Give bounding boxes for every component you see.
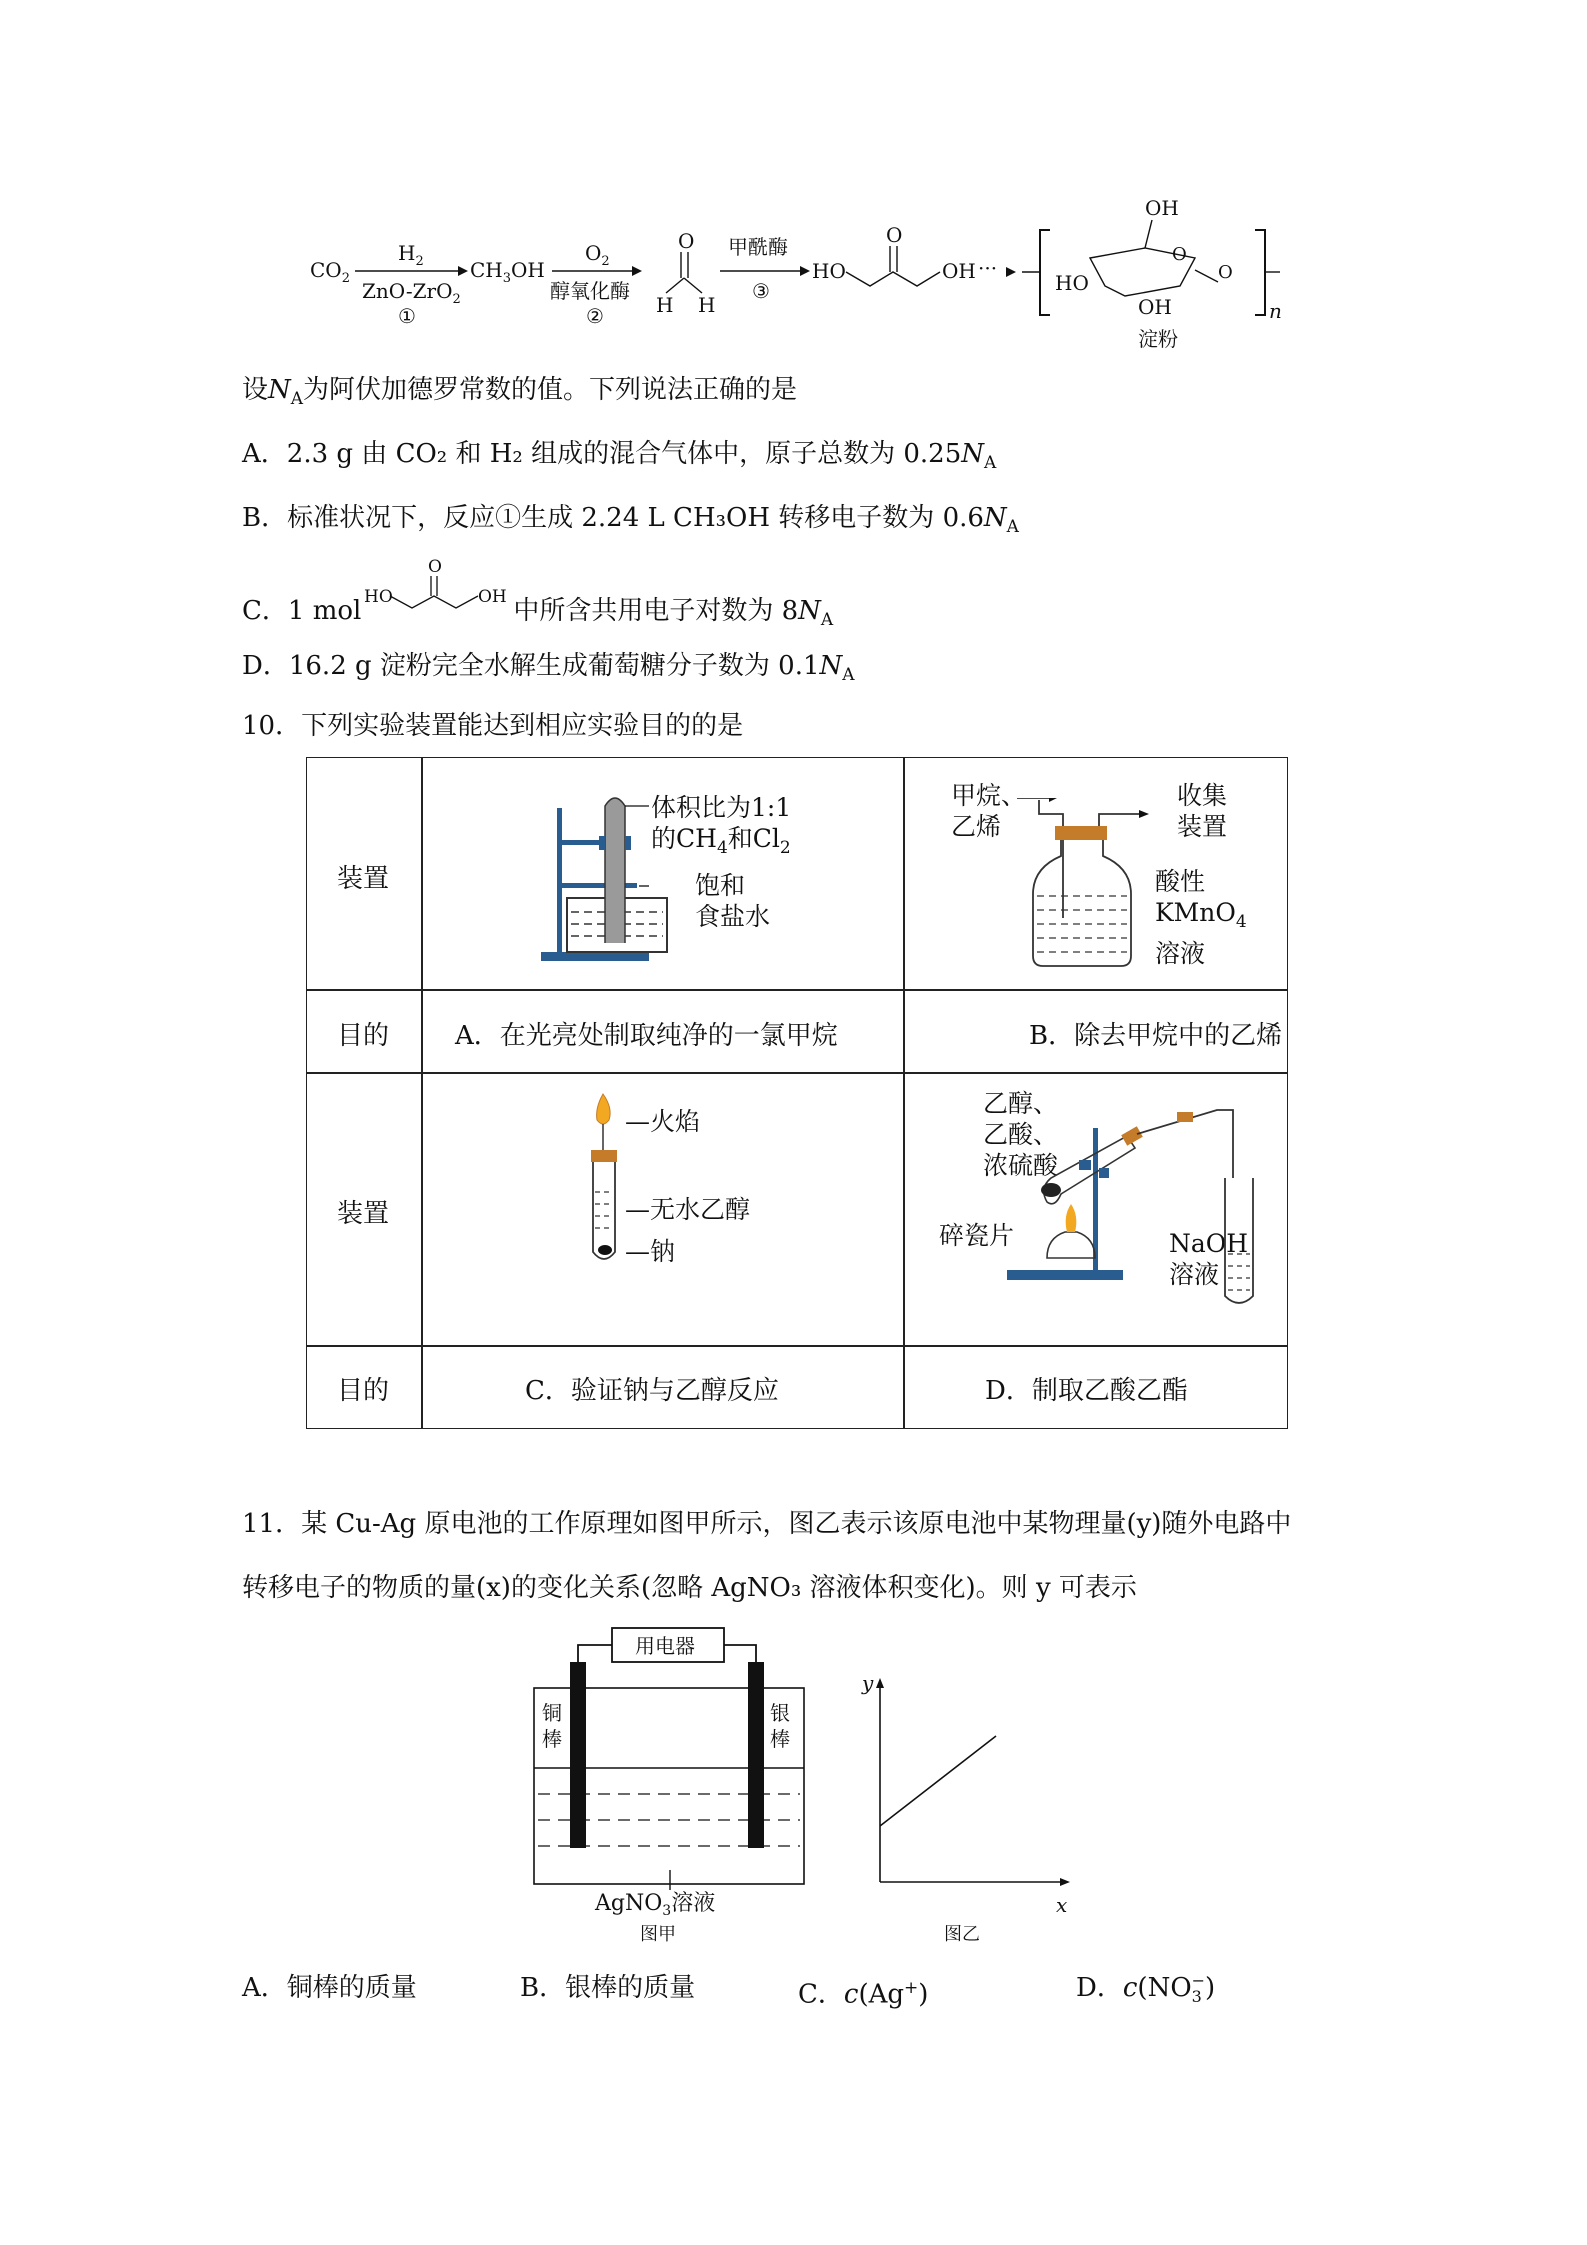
step1-reagent: $H_2$ bbox=[398, 241, 424, 269]
q9-option-d: D．16.2 g 淀粉完全水解生成葡萄糖分子数为 $0.1N_A$ bbox=[242, 651, 855, 686]
q11-stem-line1: 11．某 Cu-Ag 原电池的工作原理如图甲所示，图乙表示该原电池中某物理量(y)随外电路中 bbox=[242, 1509, 1292, 1539]
dihydroxyacetone-inline bbox=[360, 556, 515, 620]
svg-text:O: O bbox=[1172, 244, 1187, 265]
q10-table bbox=[306, 757, 1288, 1429]
starch-label: 淀粉 bbox=[1138, 327, 1178, 351]
apparatus-a-gas-label: 体积比为1:1 的$CH_4$和$Cl_2$ bbox=[651, 793, 792, 858]
graph-line bbox=[880, 1736, 996, 1826]
svg-text:O: O bbox=[886, 223, 903, 247]
q11-figures bbox=[520, 1620, 1080, 1950]
svg-text:棒: 棒 bbox=[770, 1727, 790, 1751]
apparatus-d-chips-label: 碎瓷片 bbox=[939, 1221, 1015, 1250]
svg-text:HO: HO bbox=[812, 259, 846, 283]
apparatus-d-naoh-label: NaOH 溶液 bbox=[1169, 1229, 1249, 1289]
purpose-a: A．在光亮处制取纯净的一氯甲烷 bbox=[455, 1021, 838, 1051]
row-label-purpose-1: 目的 bbox=[337, 1021, 390, 1051]
dihydroxyacetone-structure bbox=[812, 223, 976, 286]
svg-text:OH: OH bbox=[1138, 295, 1172, 319]
step2-number: ② bbox=[586, 304, 604, 328]
copper-rod bbox=[570, 1662, 586, 1848]
q11-option-c: C．c(Ag+) bbox=[798, 1978, 929, 2010]
purpose-c: C．验证钠与乙醇反应 bbox=[525, 1376, 779, 1406]
x-axis-label: x bbox=[1056, 1893, 1068, 1917]
row-label-device-1: 装置 bbox=[337, 864, 390, 894]
step2-enzyme: 醇氧化酶 bbox=[550, 279, 630, 303]
solution-label: AgNO$_3$溶液 bbox=[595, 1891, 716, 1919]
q10-stem: 10．下列实验装置能达到相应实验目的的是 bbox=[242, 711, 744, 741]
step2-reagent: $O_2$ bbox=[585, 241, 610, 269]
q11-option-b: B．银棒的质量 bbox=[520, 1973, 696, 2003]
q9-option-c: C．1 mol 中所含共用电子对数为 $8N_A$ bbox=[242, 596, 834, 631]
apparatus-b-inlet-label: 甲烷、 乙烯 bbox=[951, 781, 1027, 841]
q11-option-d: D．c(NO − 3 ) bbox=[1076, 1971, 1216, 2006]
q11-option-a: A．铜棒的质量 bbox=[242, 1973, 417, 2003]
formaldehyde-structure bbox=[656, 229, 715, 317]
step3-number: ③ bbox=[752, 279, 770, 303]
svg-text:OH: OH bbox=[478, 587, 507, 607]
svg-text:n: n bbox=[1269, 299, 1282, 323]
svg-text:HO: HO bbox=[364, 587, 393, 607]
apparatus-c-flame-label: —火焰 bbox=[625, 1107, 701, 1136]
figure-b-caption: 图乙 bbox=[944, 1924, 980, 1945]
svg-text:O: O bbox=[678, 229, 695, 253]
svg-text:H: H bbox=[656, 293, 674, 317]
apparatus-c-ethanol-label: —无水乙醇 bbox=[625, 1195, 751, 1224]
figure-a-caption: 图甲 bbox=[640, 1924, 676, 1945]
q9-stem: 设$N_A$为阿伏加德罗常数的值。下列说法正确的是 bbox=[242, 375, 798, 410]
row-label-device-2: 装置 bbox=[337, 1199, 390, 1229]
starch-structure bbox=[1022, 196, 1282, 351]
svg-text:银: 银 bbox=[770, 1701, 790, 1725]
svg-text:HO: HO bbox=[1055, 271, 1089, 295]
q9-option-a: A．2.3 g 由 CO₂ 和 H₂ 组成的混合气体中，原子总数为 $0.25N_A$ bbox=[242, 439, 997, 474]
svg-text:O: O bbox=[1218, 262, 1233, 283]
step3-enzyme: 甲酰酶 bbox=[728, 235, 788, 259]
apparatus-a-water-label: 饱和 食盐水 bbox=[695, 871, 771, 931]
methanol-text: $CH_3OH$ bbox=[470, 258, 545, 286]
row-label-purpose-2: 目的 bbox=[337, 1376, 390, 1406]
svg-text:O: O bbox=[428, 557, 442, 577]
purpose-b: B．除去甲烷中的乙烯 bbox=[1029, 1021, 1283, 1051]
reaction-scheme bbox=[300, 190, 1290, 360]
svg-text:棒: 棒 bbox=[542, 1727, 562, 1751]
ellipsis: ··· bbox=[978, 256, 998, 280]
apparatus-b-outlet-label: 收集 装置 bbox=[1177, 781, 1228, 841]
apparatus-d-receiver-tube bbox=[1219, 1174, 1259, 1314]
svg-text:OH: OH bbox=[1145, 196, 1179, 220]
device-label: 用电器 bbox=[635, 1634, 695, 1658]
apparatus-a-leaders bbox=[621, 798, 651, 888]
svg-text:H: H bbox=[698, 293, 716, 317]
co2-text: $CO_2$ bbox=[310, 258, 350, 286]
svg-text:OH: OH bbox=[942, 259, 976, 283]
apparatus-c-sodium-label: —钠 bbox=[625, 1237, 676, 1266]
q11-stem-line2: 转移电子的物质的量(x)的变化关系(忽略 AgNO₃ 溶液体积变化)。则 y 可表示 bbox=[242, 1573, 1137, 1603]
apparatus-b-solution-label: 酸性 KMnO$_4$ 溶液 bbox=[1155, 867, 1247, 968]
step1-number: ① bbox=[398, 304, 416, 328]
svg-text:铜: 铜 bbox=[542, 1701, 562, 1725]
q9-option-b: B．标准状况下，反应①生成 2.24 L CH₃OH 转移电子数为 $0.6N_A$ bbox=[242, 503, 1019, 538]
purpose-d: D．制取乙酸乙酯 bbox=[985, 1376, 1188, 1406]
y-axis-label: y bbox=[862, 1671, 874, 1695]
apparatus-d-reagents-label: 乙醇、 乙酸、 浓硫酸 bbox=[983, 1089, 1059, 1180]
step1-catalyst: ZnO-ZrO$_2$ bbox=[362, 279, 461, 307]
silver-rod bbox=[748, 1662, 764, 1848]
